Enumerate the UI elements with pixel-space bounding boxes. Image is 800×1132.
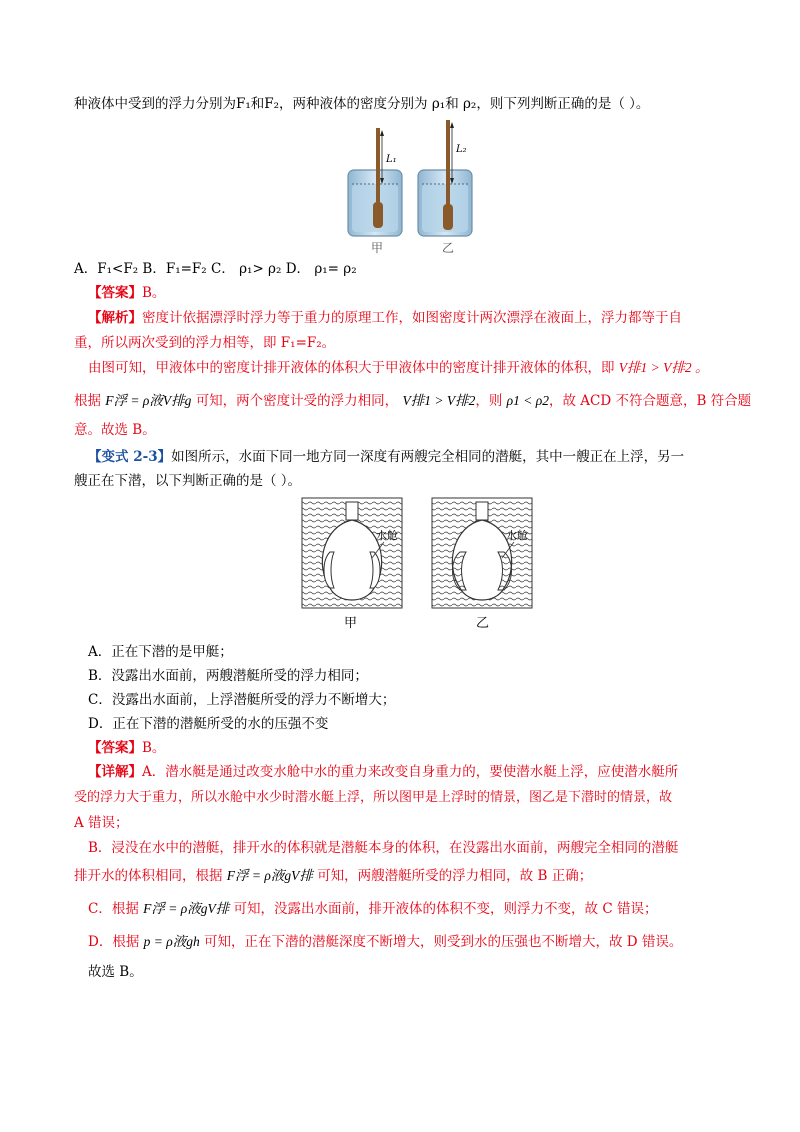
q2-detail-b1: B．浸没在水中的潜艇，排开水的体积就是潜艇本身的体积，在没露出水面前，两艘完全相同的潜艇	[88, 840, 679, 856]
q2-stem-1	[88, 447, 684, 467]
detail-c-end: 可知，没露出水面前，排开液体的体积不变，则浮力不变，故 C 错误；	[233, 901, 658, 917]
analysis-text: 密度计依据漂浮时浮力等于重力的原理工作，如图密度计两次漂浮在液面上，浮力都等于自	[142, 310, 682, 326]
beaker-figure	[340, 118, 480, 258]
analysis-4-mid2: ，则	[475, 393, 503, 409]
answer-text: B。	[142, 285, 166, 301]
detail-d-end: 可知，正在下潜的潜艇深度不断增大，则受到水的压强也不断增大，故 D 错误。	[204, 934, 683, 950]
q1-answer	[88, 283, 165, 303]
fig2-cabin-right: 水舱	[506, 529, 528, 542]
detail-b2-formula: F浮 = ρ液gV排	[226, 868, 313, 883]
beaker-left	[348, 128, 402, 236]
q1-analysis-5: 意。故选 B。	[74, 422, 156, 438]
q1-analysis-3	[88, 358, 709, 378]
q2-detail-b2	[74, 866, 592, 886]
q2-stem-text: 如图所示，水面下同一地方同一深度有两艘完全相同的潜艇，其中一艘正在上浮，另一	[171, 449, 685, 465]
detail-tag: 【详解】	[88, 764, 142, 780]
analysis-4-mid: 可知，两个密度计受的浮力相同，	[195, 393, 399, 409]
q1-analysis-4	[74, 391, 751, 411]
q2-option-c: C．没露出水面前，上浮潜艇所受的浮力不断增大；	[88, 692, 396, 708]
q2-detail-c	[88, 899, 657, 919]
detail-d-formula: p = ρ液gh	[143, 934, 200, 949]
analysis-4-end: ，故 ACD 不符合题意，B 符合题	[548, 393, 752, 409]
fig1-label-right: 乙	[442, 241, 455, 255]
fig2-cabin-left: 水舱	[376, 529, 398, 542]
fig2-label-left: 甲	[344, 616, 358, 631]
answer-tag: 【答案】	[88, 285, 142, 301]
q2-option-a: A．正在下潜的是甲艇；	[88, 644, 233, 660]
q2-detail-a3: A 错误；	[74, 815, 129, 831]
q2-answer-tag: 【答案】	[88, 740, 142, 756]
detail-c-pre: C．根据	[88, 901, 139, 917]
detail-d-pre: D．根据	[88, 934, 140, 950]
detail-c-formula: F浮 = ρ液gV排	[143, 901, 230, 916]
submarine-figure	[300, 494, 536, 636]
q1-analysis-1	[88, 308, 682, 328]
analysis-3-text: 由图可知，甲液体中的密度计排开液体的体积大于甲液体中的密度计排开液体的体积，即	[88, 360, 615, 376]
analysis-tag: 【解析】	[88, 310, 142, 326]
analysis-4-pre: 根据	[74, 393, 101, 409]
analysis-3-formula: V排1 > V排2 。	[618, 360, 709, 375]
label-l1: L₁	[386, 154, 397, 165]
detail-b2-pre: 排开水的体积相同，根据	[74, 868, 223, 884]
submarine-right	[432, 498, 532, 608]
q2-answer	[88, 738, 165, 758]
detail-b2-end: 可知，两艘潜艇所受的浮力相同，故 B 正确；	[317, 868, 593, 884]
q2-tag: 【变式 2-3】	[88, 449, 172, 465]
detail-a1-text: A．潜水艇是通过改变水舱中水的重力来改变自身重力的，要使潜水艇上浮，应使潜水艇所	[142, 764, 679, 780]
fig1-label-left: 甲	[371, 241, 384, 255]
q2-detail-d	[88, 932, 682, 952]
analysis-4-formula3: ρ1 < ρ2	[506, 393, 549, 408]
q2-option-b: B．没露出水面前，两艘潜艇所受的浮力相同；	[88, 668, 368, 684]
beaker-right	[418, 120, 472, 236]
q2-answer-text: B。	[142, 740, 166, 756]
analysis-4-formula2: V排1 > V排2	[402, 393, 476, 408]
question-stem: 种液体中受到的浮力分别为F₁和F₂，两种液体的密度分别为 ρ₁和 ρ₂，则下列判断正确的是（ ）。	[74, 96, 650, 112]
q2-option-d: D．正在下潜的潜艇所受的水的压强不变	[88, 716, 329, 732]
analysis-4-formula: F浮 = ρ液V排g	[105, 393, 192, 408]
q1-options: A．F₁<F₂ B．F₁=F₂ C． ρ₁> ρ₂ D． ρ₁= ρ₂	[74, 261, 357, 277]
q2-conclusion: 故选 B。	[88, 964, 143, 980]
q2-detail-a1	[88, 762, 678, 782]
q1-analysis-2: 重，所以两次受到的浮力相等，即 F₁=F₂。	[74, 335, 336, 351]
label-l2: L₂	[456, 144, 467, 155]
q2-detail-a2: 受的浮力大于重力，所以水舱中水少时潜水艇上浮，所以图甲是上浮时的情景，图乙是下潜时的情景，故	[74, 790, 673, 805]
submarine-left	[302, 498, 402, 608]
q2-stem-2: 艘正在下潜，以下判断正确的是（ ）。	[74, 473, 302, 489]
fig2-label-right: 乙	[476, 616, 490, 631]
